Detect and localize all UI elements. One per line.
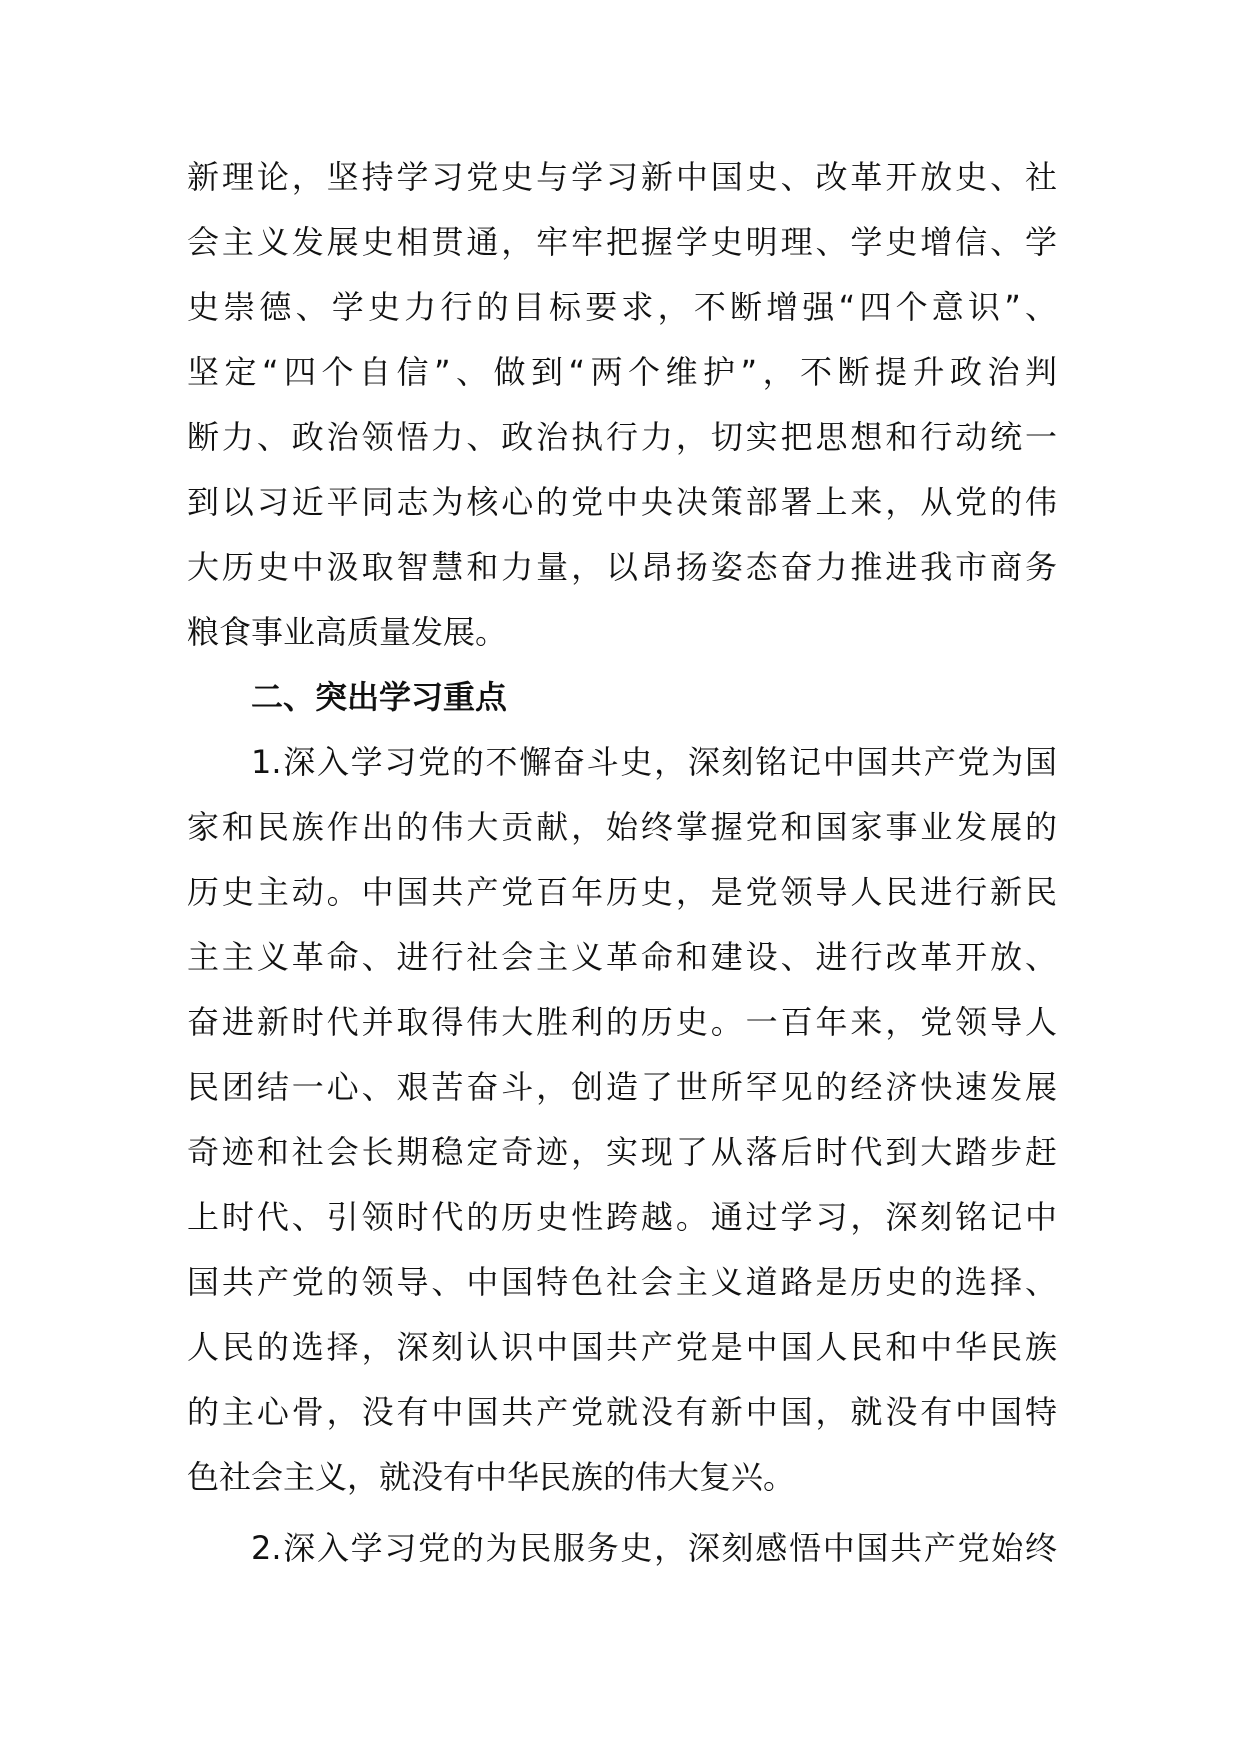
section-heading: 二、突出学习重点 bbox=[251, 678, 508, 716]
paragraph-line: 新理论，坚持学习党史与学习新中国史、改革开放史、社 bbox=[187, 158, 1057, 196]
paragraph-line: 的主心骨，没有中国共产党就没有新中国，就没有中国特 bbox=[187, 1393, 1057, 1431]
paragraph-continued bbox=[187, 145, 1057, 1581]
paragraph-line: 上时代、引领时代的历史性跨越。通过学习，深刻铭记中 bbox=[187, 1198, 1057, 1236]
paragraph-line: 人民的选择，深刻认识中国共产党是中国人民和中华民族 bbox=[187, 1328, 1057, 1366]
paragraph-line: 国共产党的领导、中国特色社会主义道路是历史的选择、 bbox=[187, 1263, 1057, 1301]
paragraph-line: 民团结一心、艰苦奋斗，创造了世所罕见的经济快速发展 bbox=[187, 1068, 1057, 1106]
paragraph-line: 坚定“四个自信”、做到“两个维护”，不断提升政治判 bbox=[187, 353, 1057, 391]
paragraph-line: 大历史中汲取智慧和力量，以昂扬姿态奋力推进我市商务 bbox=[187, 548, 1057, 586]
paragraph-line: 1.深入学习党的不懈奋斗史，深刻铭记中国共产党为国 bbox=[251, 743, 1057, 781]
paragraph-line: 主主义革命、进行社会主义革命和建设、进行改革开放、 bbox=[187, 938, 1057, 976]
paragraph-line: 到以习近平同志为核心的党中央决策部署上来，从党的伟 bbox=[187, 483, 1057, 521]
paragraph-line: 史崇德、学史力行的目标要求，不断增强“四个意识”、 bbox=[187, 288, 1057, 326]
paragraph-line: 断力、政治领悟力、政治执行力，切实把思想和行动统一 bbox=[187, 418, 1057, 456]
paragraph-line: 历史主动。中国共产党百年历史，是党领导人民进行新民 bbox=[187, 873, 1057, 911]
paragraph-line: 会主义发展史相贯通，牢牢把握学史明理、学史增信、学 bbox=[187, 223, 1057, 261]
paragraph-line: 奇迹和社会长期稳定奇迹，实现了从落后时代到大踏步赶 bbox=[187, 1133, 1057, 1171]
paragraph-line: 奋进新时代并取得伟大胜利的历史。一百年来，党领导人 bbox=[187, 1003, 1057, 1041]
paragraph-line: 家和民族作出的伟大贡献，始终掌握党和国家事业发展的 bbox=[187, 808, 1057, 846]
paragraph-line: 2.深入学习党的为民服务史，深刻感悟中国共产党始终 bbox=[251, 1529, 1057, 1567]
paragraph-line: 色社会主义，就没有中华民族的伟大复兴。 bbox=[187, 1458, 796, 1496]
paragraph-line: 粮食事业高质量发展。 bbox=[187, 613, 508, 651]
